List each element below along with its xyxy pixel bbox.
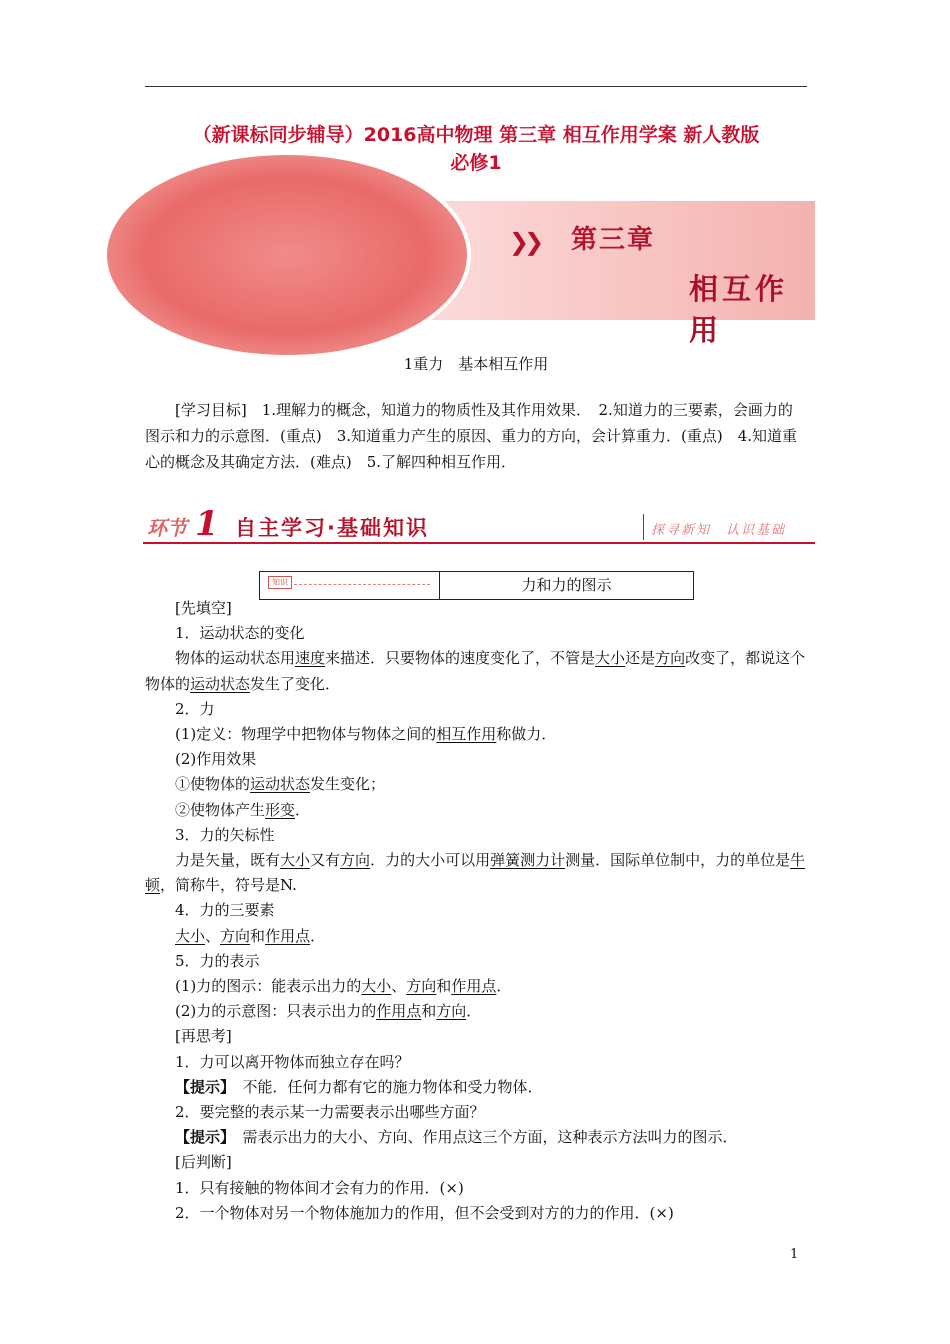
- knowledge-box-label: 力和力的图示: [521, 576, 612, 594]
- item-5-diagram: (1)力的图示：能表示出力的大小、方向和作用点．: [175, 977, 512, 996]
- knowledge-box-left: [260, 572, 440, 599]
- item-3-text: 力是矢量，既有大小又有方向．力的大小可以用弹簧测力计测量．国际单位制中，力的单位是牛顿，简称牛，符号是N.: [145, 851, 806, 895]
- item-2-definition: (1)定义：物理学中把物体与物体之间的相互作用称做力．: [175, 725, 557, 744]
- section-bar-title: 自主学习·基础知识: [235, 516, 429, 540]
- knowledge-tag: 知识: [268, 576, 292, 589]
- section-bar: [143, 504, 815, 544]
- item-3-heading: 3．力的矢标性: [175, 825, 275, 844]
- arrow-icon: [294, 584, 430, 585]
- section-bar-separator: [643, 514, 644, 540]
- learning-objectives: [学习目标] 1.理解力的概念，知道力的物质性及其作用效果． 2.知道力的三要素，会画力的图示和力的示意图．(重点) 3.知道重力产生的原因、重力的方向，会计算重力．(重点) 4.知道重心的概念及其确定方法．(难点) 5.了解四种相互作用．: [145, 401, 798, 471]
- item-4-text: 大小、方向和作用点．: [175, 926, 326, 945]
- header-rule: [145, 86, 807, 87]
- question-1: 1．力可以离开物体而独立存在吗？: [175, 1052, 410, 1071]
- item-2-heading: 2．力: [175, 699, 215, 718]
- effect-1: ①使物体的运动状态发生变化；: [175, 775, 386, 794]
- hint-1: 【提示】 不能．任何力都有它的施力物体和受力物体．: [175, 1077, 543, 1096]
- chevron-icon: ❯❯: [509, 228, 540, 256]
- judge-1: 1．只有接触的物体间才会有力的作用．(×): [175, 1178, 464, 1197]
- judge-2: 2．一个物体对另一个物体施加力的作用，但不会受到对方的力的作用．(×): [175, 1203, 674, 1222]
- doc-title-line2: 必修1: [450, 152, 502, 174]
- judge-heading: [后判断]: [175, 1153, 232, 1172]
- item-5-heading: 5．力的表示: [175, 951, 260, 970]
- section-bar-prefix: 环节: [147, 516, 187, 540]
- banner-photo: [103, 151, 471, 359]
- content-body: [145, 596, 807, 1226]
- chapter-banner: [143, 201, 815, 347]
- section-bar-rule: [143, 542, 815, 544]
- fill-heading: [先填空]: [175, 599, 232, 617]
- doc-title-line1: （新课标同步辅导）2016高中物理 第三章 相互作用学案 新人教版: [192, 124, 760, 146]
- effect-2: ②使物体产生形变．: [175, 800, 311, 819]
- section-bar-number: 1: [195, 504, 219, 544]
- question-2: 2．要完整的表示某一力需要表示出哪些方面？: [175, 1103, 485, 1122]
- section-title: 1重力 基本相互作用: [403, 355, 549, 373]
- item-1-text: 物体的运动状态用速度来描述．只要物体的速度变化了，不管是大小还是方向改变了，都说这个物体的运动状态发生了变化．: [145, 649, 806, 693]
- hint-2: 【提示】 需表示出力的大小、方向、作用点这三个方面，这种表示方法叫力的图示．: [175, 1128, 738, 1147]
- banner-chapter: 第三章: [571, 225, 656, 255]
- item-4-heading: 4．力的三要素: [175, 901, 275, 920]
- banner-subtitle: 相互作用: [689, 272, 789, 347]
- section-bar-right: 探寻新知 认识基础: [651, 523, 787, 538]
- page-number: 1: [790, 1247, 799, 1262]
- item-1-heading: 1．运动状态的变化: [175, 624, 305, 643]
- think-heading: [再思考]: [175, 1027, 232, 1046]
- item-2-effects: (2)作用效果: [175, 750, 257, 769]
- item-5-sketch: (2)力的示意图：只表示出力的作用点和方向．: [175, 1002, 482, 1021]
